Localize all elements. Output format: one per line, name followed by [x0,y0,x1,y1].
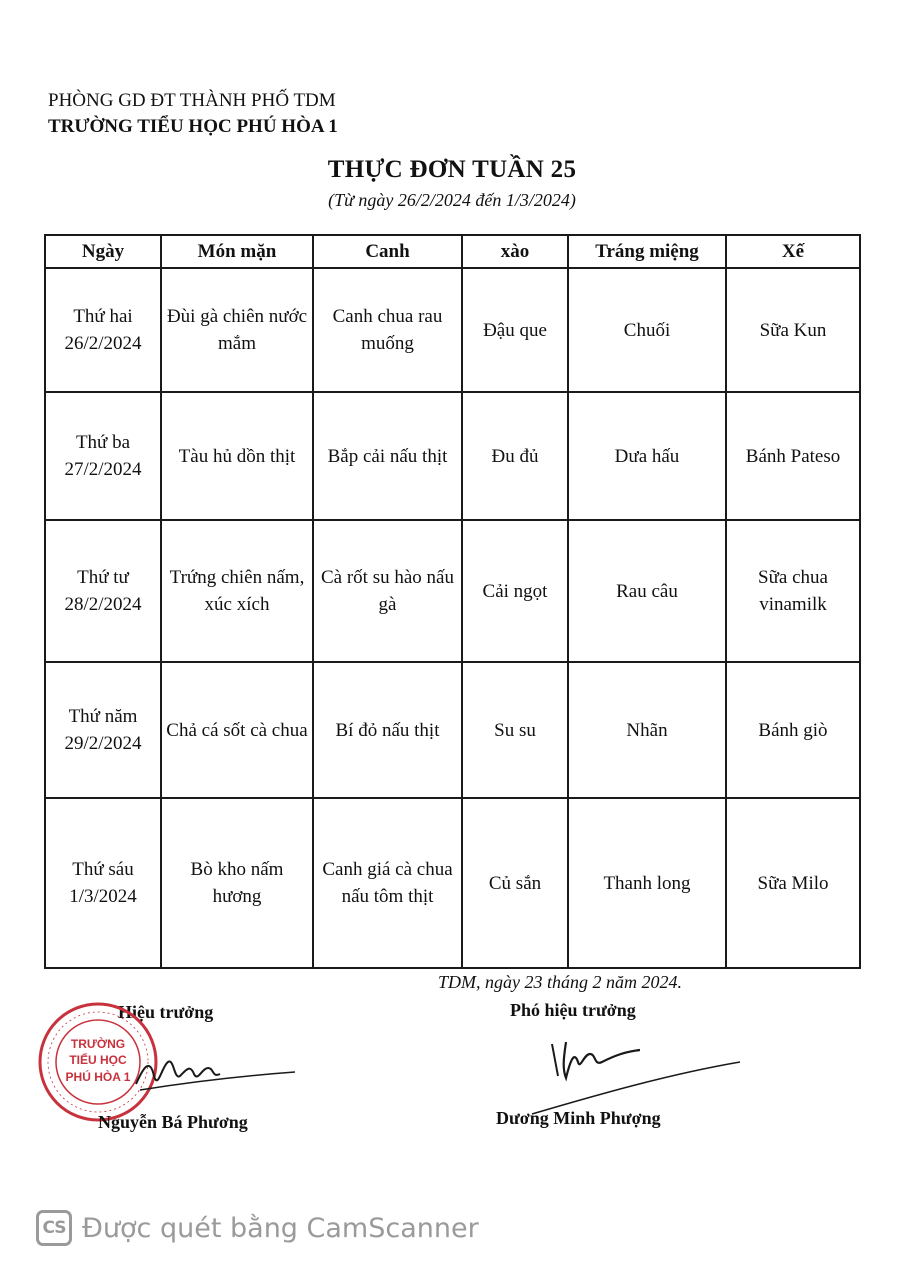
soup-cell: Bí đỏ nấu thịt [313,662,462,798]
main-dish-cell: Chả cá sốt cà chua [161,662,313,798]
column-header-main-dish: Món mặn [161,235,313,268]
soup-cell: Cà rốt su hào nấu gà [313,520,462,662]
day-date: 28/2/2024 [64,594,142,615]
column-header-snack: Xế [726,235,860,268]
snack-cell: Bánh giò [726,662,860,798]
main-dish-cell: Tàu hủ dồn thịt [161,392,313,520]
day-label: Thứ tư [77,567,129,588]
soup-cell: Canh giá cà chua nấu tôm thịt [313,798,462,968]
day-cell [45,392,161,520]
snack-cell: Sữa chua vinamilk [726,520,860,662]
school-name: TRƯỜNG TIỂU HỌC PHÚ HÒA 1 [48,116,338,137]
day-date: 27/2/2024 [64,459,142,480]
column-header-stirfry: xào [462,235,568,268]
dessert-cell: Nhãn [568,662,726,798]
table-header-row [45,235,860,268]
header-org [48,88,338,140]
table-row [45,520,860,662]
day-cell [45,268,161,392]
principal-signature [130,1046,300,1096]
stirfry-cell: Đu đủ [462,392,568,520]
main-dish-cell: Bò kho nấm hương [161,798,313,968]
soup-cell: Canh chua rau muống [313,268,462,392]
day-cell [45,520,161,662]
day-label: Thứ sáu [72,859,134,880]
main-dish-cell: Đùi gà chiên nước mắm [161,268,313,392]
vice-principal-role: Phó hiệu trưởng [510,1000,636,1020]
column-header-dessert: Tráng miệng [568,235,726,268]
camscanner-icon: CS [36,1210,72,1246]
stirfry-cell: Đậu que [462,268,568,392]
principal-name: Nguyễn Bá Phương [98,1112,248,1132]
column-header-day: Ngày [45,235,161,268]
snack-cell: Sữa Kun [726,268,860,392]
camscanner-watermark [36,1208,479,1248]
main-dish-cell: Trứng chiên nấm, xúc xích [161,520,313,662]
day-date: 29/2/2024 [64,733,142,754]
dessert-cell: Dưa hấu [568,392,726,520]
soup-cell: Bắp cải nấu thịt [313,392,462,520]
dessert-cell: Rau câu [568,520,726,662]
camscanner-text: Được quét bằng CamScanner [82,1212,479,1244]
column-header-soup: Canh [313,235,462,268]
table-row [45,798,860,968]
table-row [45,392,860,520]
stirfry-cell: Su su [462,662,568,798]
day-date: 1/3/2024 [69,886,137,907]
stirfry-cell: Cải ngọt [462,520,568,662]
day-label: Thứ năm [68,706,138,727]
principal-role: Hiệu trưởng [118,1002,214,1022]
day-cell [45,798,161,968]
table-row [45,662,860,798]
snack-cell: Bánh Pateso [726,392,860,520]
snack-cell: Sữa Milo [726,798,860,968]
day-cell [45,662,161,798]
page-title: THỰC ĐƠN TUẦN 25 [327,156,577,183]
department-name: PHÒNG GD ĐT THÀNH PHỐ TDM [48,90,336,111]
svg-text:PHÚ HÒA 1: PHÚ HÒA 1 [65,1070,131,1084]
weekly-menu-table [44,234,861,969]
svg-text:TIỂU HỌC: TIỂU HỌC [69,1053,127,1067]
dessert-cell: Thanh long [568,798,726,968]
dessert-cell: Chuối [568,268,726,392]
stirfry-cell: Củ sắn [462,798,568,968]
day-date: 26/2/2024 [64,333,142,354]
signing-date: TDM, ngày 23 tháng 2 năm 2024. [438,972,682,992]
day-label: Thứ ba [75,432,131,453]
day-label: Thứ hai [73,306,133,327]
table-row [45,268,860,392]
vice-principal-name: Dương Minh Phượng [496,1108,661,1128]
svg-text:TRƯỜNG: TRƯỜNG [70,1037,126,1051]
page-subtitle: (Từ ngày 26/2/2024 đến 1/3/2024) [328,190,576,210]
